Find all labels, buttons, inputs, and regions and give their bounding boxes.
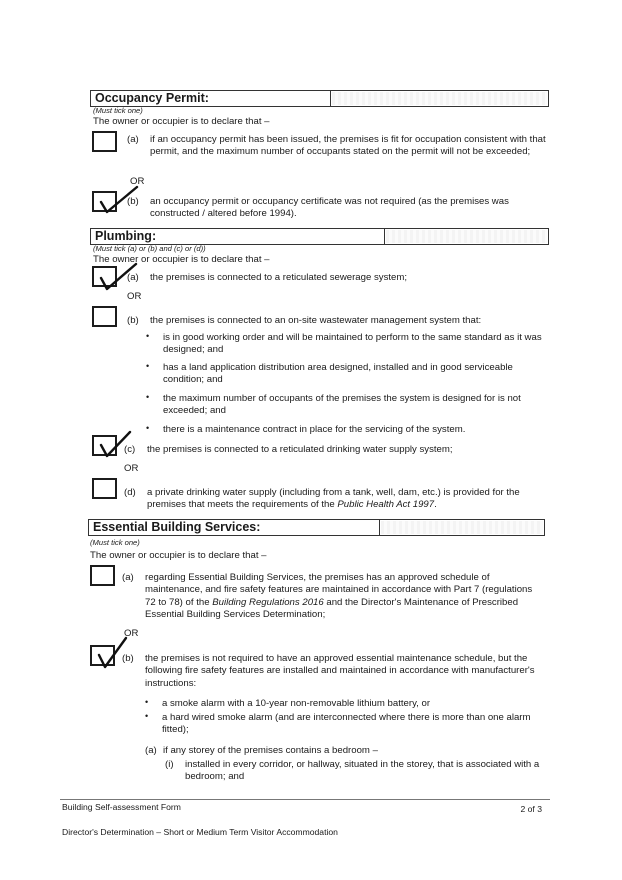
occupancy-intro: The owner or occupier is to declare that – xyxy=(93,116,270,127)
occupancy-permit-field[interactable] xyxy=(332,92,547,105)
plumbing-c-text: the premises is connected to a reticulated drinking water supply system; xyxy=(147,444,453,455)
essential-a-text-end: and the Director's Maintenance of Prescribed Essential Building Services Determination; xyxy=(145,596,519,621)
footer-page-number: 2 of 3 xyxy=(520,804,542,814)
occupancy-b-label: (b) xyxy=(127,196,139,207)
occupancy-a-label: (a) xyxy=(127,134,139,145)
plumbing-intro: The owner or occupier is to declare that – xyxy=(93,254,270,265)
plumbing-d-text-end: . xyxy=(434,499,437,511)
essential-b-checkbox[interactable] xyxy=(90,645,115,666)
plumbing-or-1: OR xyxy=(127,291,142,302)
plumbing-d-text xyxy=(147,487,547,512)
plumbing-bullet-3: the maximum number of occupants of the premises the system is designed for is not exceeded; and xyxy=(163,393,521,417)
essential-building-services-title: Essential Building Services: xyxy=(89,520,380,535)
plumbing-a-checkbox[interactable] xyxy=(92,266,117,287)
essential-or: OR xyxy=(124,628,139,639)
plumbing-c-label: (c) xyxy=(124,444,136,455)
occupancy-b-checkbox[interactable] xyxy=(92,191,117,212)
bullet-icon: • xyxy=(146,331,150,341)
essential-b-text: the premises is not required to have an approved essential maintenance schedule, but the following fire safety features are installed and maintained in accordance with manufacturer's instructions: xyxy=(145,653,535,689)
public-health-act-ref: Public Health Act 1997 xyxy=(337,499,435,511)
plumbing-must-tick-note: (Must tick (a) or (b) and (c) or (d)) xyxy=(93,244,206,253)
bullet-icon: • xyxy=(145,697,149,707)
bullet-icon: • xyxy=(145,711,149,721)
plumbing-bullet-2: has a land application distribution area designed, installed and in good serviceable condition; and xyxy=(163,362,513,386)
footer-determination: Director's Determination – Short or Medium Term Visitor Accommodation xyxy=(62,827,338,837)
essential-a-label: (a) xyxy=(122,572,134,583)
occupancy-permit-header xyxy=(90,90,549,107)
essential-bullet-1: a smoke alarm with a 10-year non-removable lithium battery, or xyxy=(162,698,431,709)
bullet-icon: • xyxy=(146,423,150,433)
bullet-icon: • xyxy=(146,392,150,402)
plumbing-b-checkbox[interactable] xyxy=(92,306,117,327)
essential-sub-i-text: installed in every corridor, or hallway, situated in the storey, that is associated with a bedroom; and xyxy=(185,759,540,783)
essential-a-text xyxy=(145,572,545,622)
essential-must-tick-note: (Must tick one) xyxy=(90,538,140,547)
footer-form-name: Building Self-assessment Form xyxy=(62,802,181,812)
occupancy-b-text: an occupancy permit or occupancy certificate was not required (as the premises was constructed / altered before 1994). xyxy=(150,196,509,220)
plumbing-c-checkbox[interactable] xyxy=(92,435,117,456)
essential-a-text-main: regarding Essential Building Services, the premises has an approved schedule of maintenance, and fire safety features are maintained in accordance with Part 7 (regulations 72 to 78) of the xyxy=(145,572,533,608)
essential-sub-a-label: (a) xyxy=(145,745,157,756)
occupancy-a-text: if an occupancy permit has been issued, the premises is fit for occupation consistent with that permit, and the maximum number of occupants stated on the permit will not be exceeded; xyxy=(150,134,546,158)
essential-bullet-2: a hard wired smoke alarm (and are interconnected where there is more than one alarm fitted); xyxy=(162,712,531,736)
plumbing-bullet-4: there is a maintenance contract in place for the servicing of the system. xyxy=(163,424,466,435)
plumbing-d-text-main: a private drinking water supply (including from a tank, well, dam, etc.) is provided for the premises that meets the requirements of the xyxy=(147,487,520,511)
essential-a-checkbox[interactable] xyxy=(90,565,115,586)
footer-divider xyxy=(60,799,550,800)
plumbing-d-checkbox[interactable] xyxy=(92,478,117,499)
essential-building-services-header xyxy=(88,519,545,536)
essential-building-services-field[interactable] xyxy=(381,521,543,534)
plumbing-a-label: (a) xyxy=(127,272,139,283)
plumbing-d-label: (d) xyxy=(124,487,136,498)
essential-intro: The owner or occupier is to declare that – xyxy=(90,550,267,561)
plumbing-or-2: OR xyxy=(124,463,139,474)
bullet-icon: • xyxy=(146,361,150,371)
plumbing-field[interactable] xyxy=(386,230,547,243)
essential-sub-i-label: (i) xyxy=(165,759,174,770)
occupancy-must-tick-note: (Must tick one) xyxy=(93,106,143,115)
plumbing-header xyxy=(90,228,549,245)
occupancy-permit-title: Occupancy Permit: xyxy=(91,91,331,106)
building-regulations-ref: Building Regulations 2016 xyxy=(212,596,324,608)
plumbing-title: Plumbing: xyxy=(91,229,385,244)
plumbing-b-label: (b) xyxy=(127,315,139,326)
plumbing-bullet-1: is in good working order and will be maintained to perform to the same standard as it was designed; and xyxy=(163,332,542,356)
occupancy-a-checkbox[interactable] xyxy=(92,131,117,152)
essential-sub-a-text: if any storey of the premises contains a bedroom – xyxy=(163,745,378,756)
plumbing-a-text: the premises is connected to a reticulated sewerage system; xyxy=(150,272,408,283)
occupancy-or: OR xyxy=(130,176,145,187)
plumbing-b-text: the premises is connected to an on-site wastewater management system that: xyxy=(150,315,482,326)
essential-b-label: (b) xyxy=(122,653,134,664)
